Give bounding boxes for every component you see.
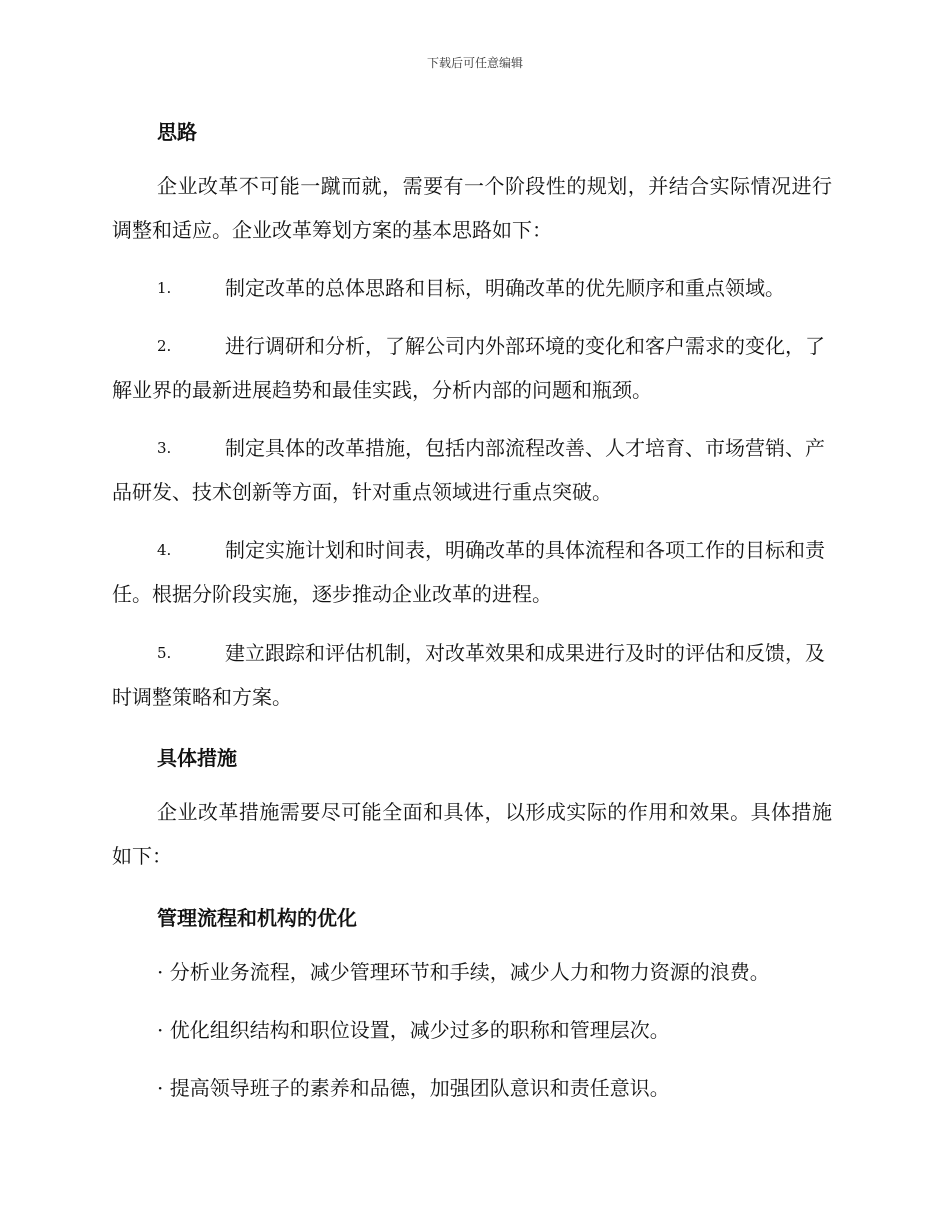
section-heading-measures: 具体措施 bbox=[157, 746, 237, 770]
list-item bbox=[112, 631, 832, 719]
list-item bbox=[112, 266, 832, 310]
section-heading-idea: 思路 bbox=[157, 120, 197, 144]
list-item-number: 3. bbox=[157, 439, 172, 457]
bullet-item: · 提高领导班子的素养和品德，加强团队意识和责任意识。 bbox=[157, 1076, 670, 1100]
section-heading-optimization: 管理流程和机构的优化 bbox=[157, 906, 357, 930]
idea-intro-paragraph: 企业改革不可能一蹴而就，需要有一个阶段性的规划，并结合实际情况进行调整和适应。企业改革筹划方案的基本思路如下： bbox=[112, 174, 832, 242]
list-item-number: 4. bbox=[157, 541, 172, 559]
list-item bbox=[112, 324, 832, 412]
list-item-text: 制定实施计划和时间表，明确改革的具体流程和各项工作的目标和责任。根据分阶段实施，逐步推动企业改革的进程。 bbox=[112, 538, 825, 606]
list-item bbox=[112, 426, 832, 514]
list-item bbox=[112, 528, 832, 616]
bullet-item: · 优化组织结构和职位设置，减少过多的职称和管理层次。 bbox=[157, 1018, 670, 1042]
list-item-text: 进行调研和分析，了解公司内外部环境的变化和客户需求的变化，了解业界的最新进展趋势和最佳实践，分析内部的问题和瓶颈。 bbox=[112, 334, 825, 402]
page-header: 下载后可任意编辑 bbox=[426, 56, 523, 70]
list-item-number: 2. bbox=[157, 337, 172, 355]
list-item-text: 制定具体的改革措施，包括内部流程改善、人才培育、市场营销、产品研发、技术创新等方面，针对重点领域进行重点突破。 bbox=[112, 436, 825, 504]
list-item-number: 5. bbox=[157, 644, 172, 662]
measures-intro-paragraph: 企业改革措施需要尽可能全面和具体，以形成实际的作用和效果。具体措施如下： bbox=[112, 800, 832, 868]
list-item-text: 建立跟踪和评估机制，对改革效果和成果进行及时的评估和反馈，及时调整策略和方案。 bbox=[112, 641, 825, 709]
list-item-number: 1. bbox=[157, 279, 172, 297]
bullet-item: · 分析业务流程，减少管理环节和手续，减少人力和物力资源的浪费。 bbox=[157, 960, 770, 984]
list-item-text: 制定改革的总体思路和目标，明确改革的优先顺序和重点领域。 bbox=[225, 276, 785, 300]
